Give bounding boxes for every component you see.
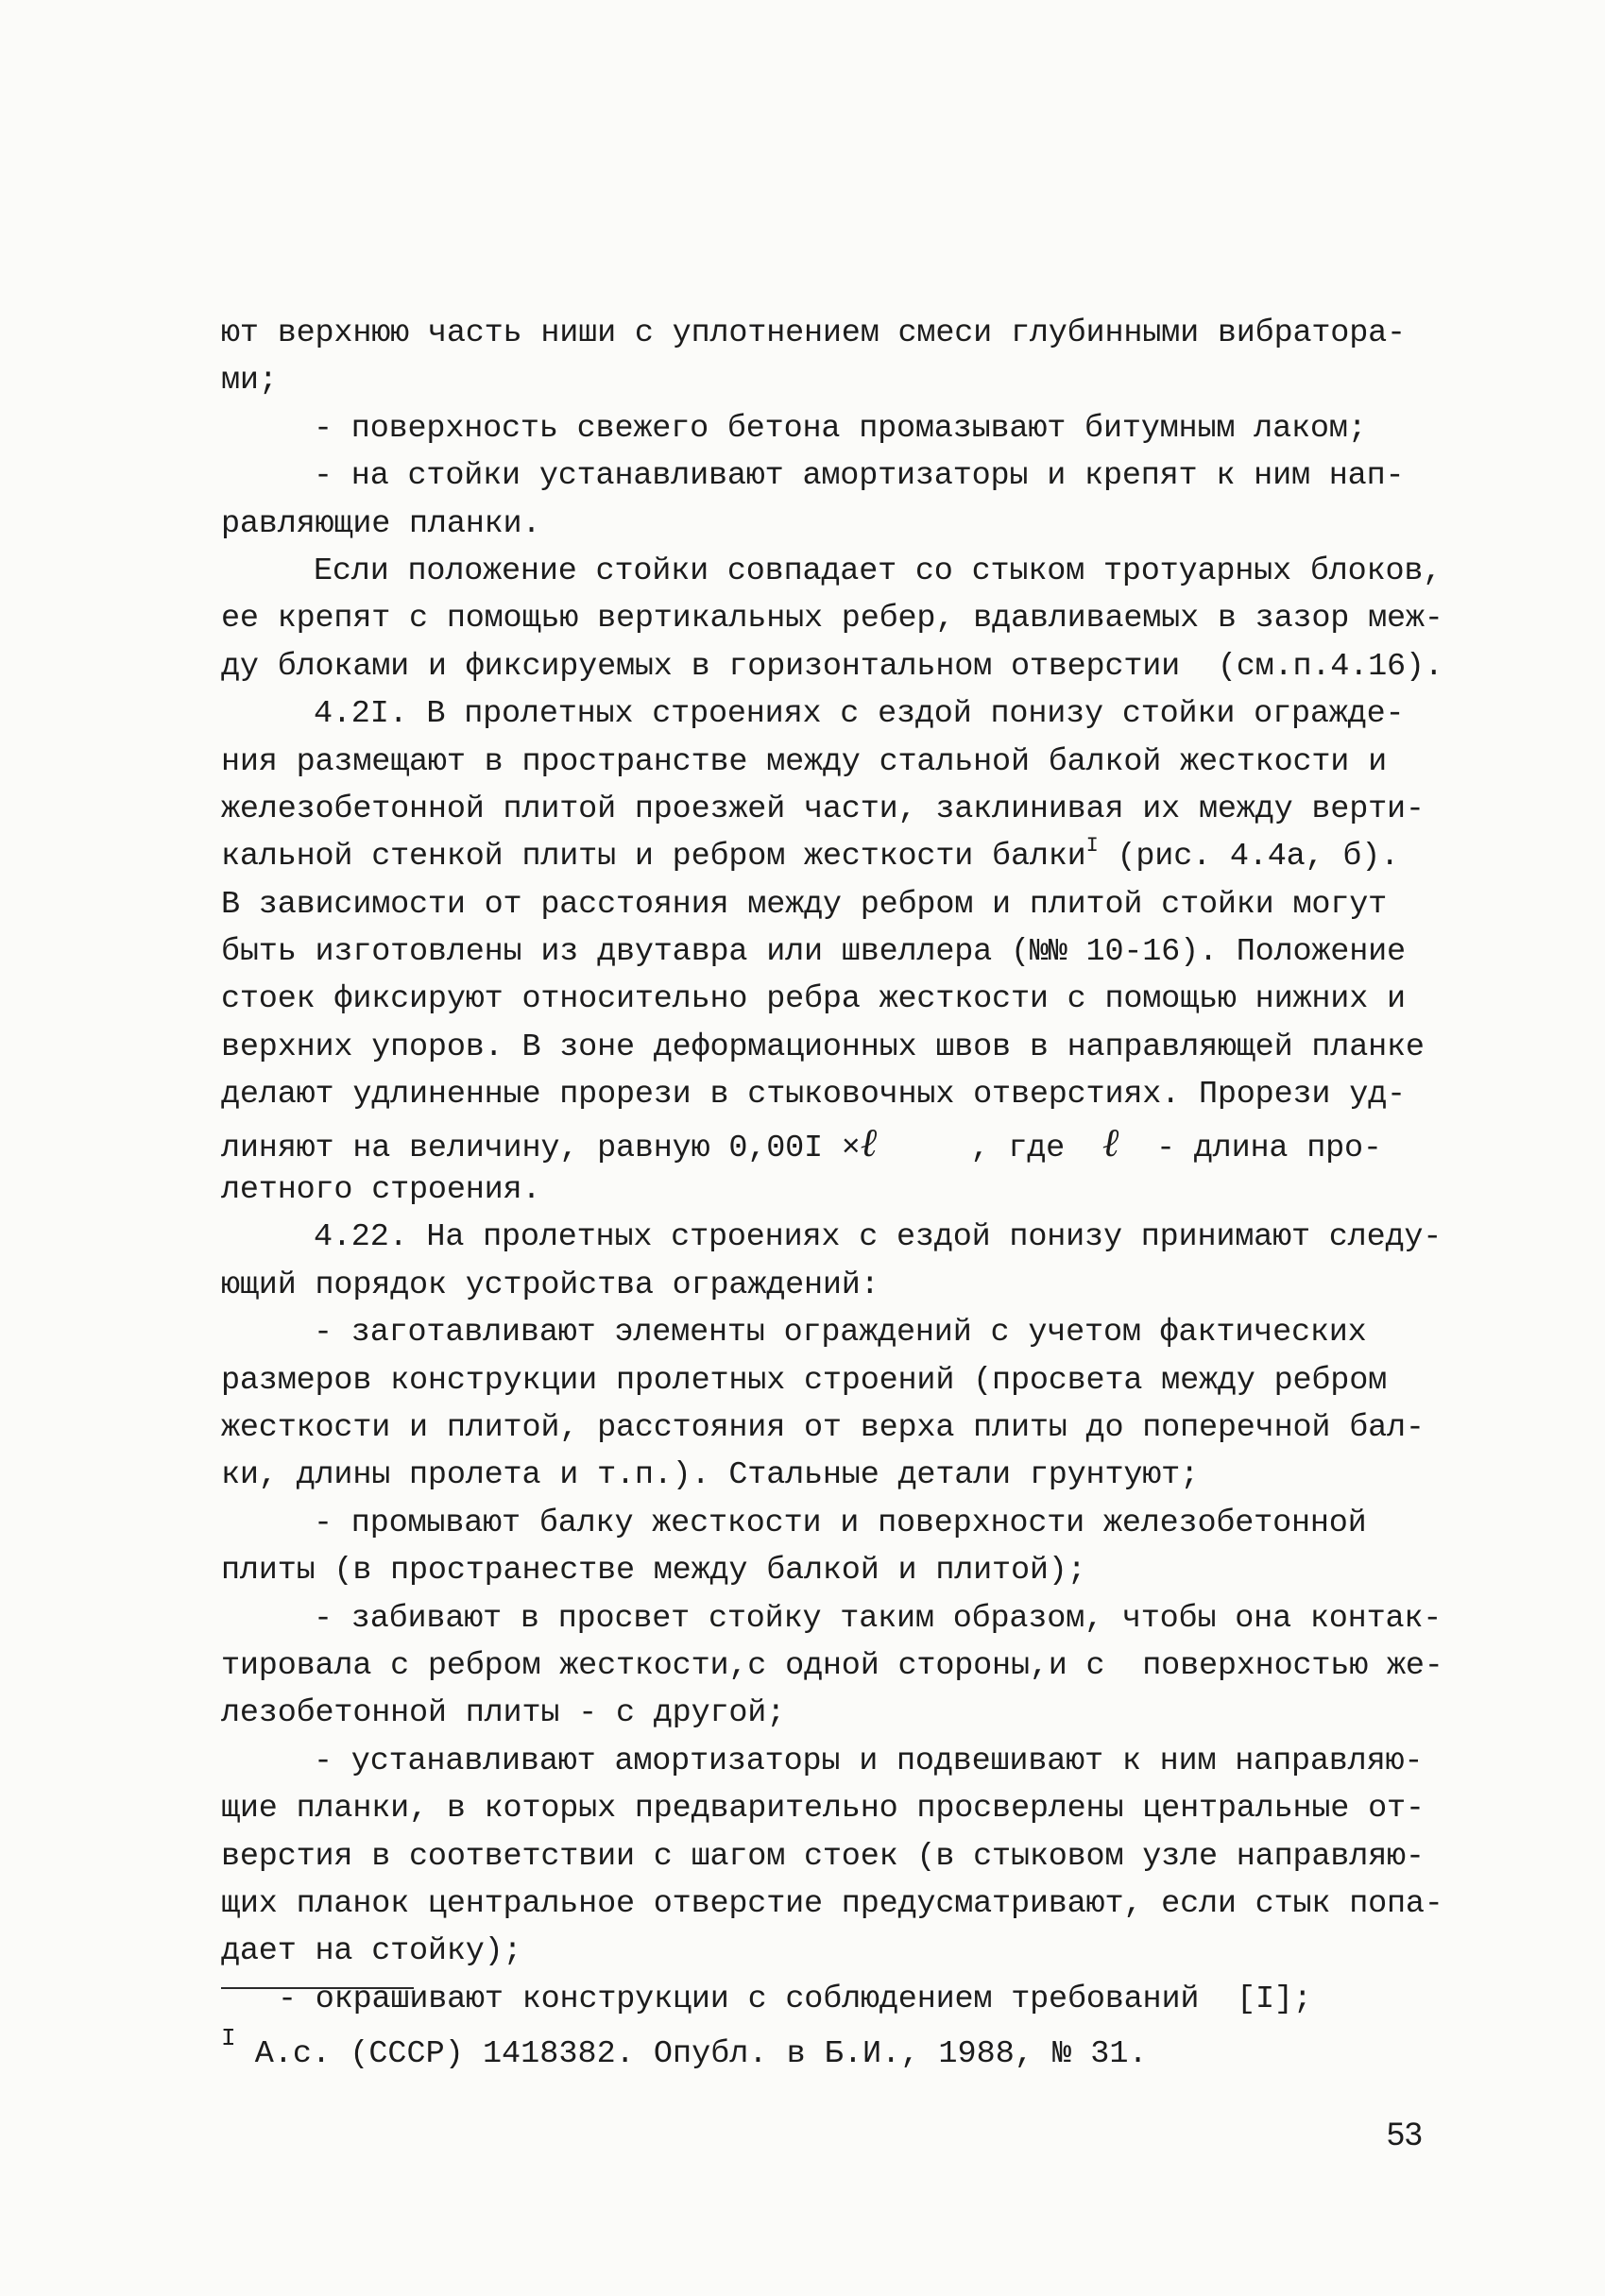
text-line: щие планки, в которых предварительно просверлены центральные от-: [221, 1791, 1425, 1828]
text-line: плиты (в пространестве между балкой и плитой);: [221, 1553, 1086, 1590]
text-line-with-footnote: [221, 833, 1468, 880]
list-item: - окрашивают конструкции с соблюдением требований [I];: [278, 1981, 1312, 2017]
footnote-mark: I: [221, 2024, 236, 2052]
text-line: дает на стойку);: [221, 1933, 522, 1970]
footnote-divider: [221, 1987, 414, 1989]
text-line: щих планок центральное отверстие предусматривают, если стык попа-: [221, 1885, 1443, 1922]
text-line: ее крепят с помощью вертикальных ребер, вдавливаемых в зазор меж-: [221, 601, 1443, 638]
list-item: - заготавливают элементы ограждений с учетом фактических: [314, 1315, 1367, 1352]
handwritten-variable-l: ℓ: [1101, 1118, 1119, 1165]
text-segment: , где: [877, 1130, 1102, 1166]
text-line: - поверхность свежего бетона промазывают битумным лаком;: [314, 410, 1367, 447]
footnote-reference: I: [1085, 834, 1099, 859]
text-line: лезобетонной плиты - с другой;: [221, 1695, 786, 1732]
text-line: В зависимости от расстояния между ребром и плитой стойки могут: [221, 886, 1388, 923]
text-segment: линяют на величину, равную 0,00I ×: [221, 1130, 861, 1166]
text-line: ния размещают в пространстве между стальной балкой жесткости и: [221, 743, 1388, 780]
section-heading-4-22: 4.22. На пролетных строениях с ездой понизу принимают следу-: [314, 1219, 1443, 1256]
list-item: - забивают в просвет стойку таким образом, чтобы она контак-: [314, 1600, 1443, 1637]
text-line: стоек фиксируют относительно ребра жесткости с помощью нижних и: [221, 981, 1406, 1018]
footnote: [221, 2024, 1148, 2078]
footnote-text: А.с. (СССР) 1418382. Опубл. в Б.И., 1988, № 31.: [235, 2036, 1148, 2072]
text-line: ду блоками и фиксируемых в горизонтальном отверстии (см.п.4.16).: [221, 648, 1443, 685]
text-line: делают удлиненные прорези в стыковочных отверстиях. Прорези уд-: [221, 1077, 1406, 1114]
text-line: равляющие планки.: [221, 505, 541, 542]
text-line: жесткости и плитой, расстояния от верха плиты до поперечной бал-: [221, 1409, 1425, 1446]
text-line: ют верхнюю часть ниши с уплотнением смеси глубинными вибратора-: [221, 315, 1406, 351]
text-line: верстия в соответствии с шагом стоек (в стыковом узле направляю-: [221, 1838, 1425, 1875]
text-line: железобетонной плитой проезжей части, заклинивая их между верти-: [221, 791, 1425, 827]
page-number: 53: [1387, 2117, 1423, 2152]
text-line: размеров конструкции пролетных строений (просвета между ребром: [221, 1362, 1388, 1399]
text-line: Если положение стойки совпадает со стыком тротуарных блоков,: [314, 553, 1443, 589]
text-line: летного строения.: [221, 1172, 541, 1209]
text-line: - на стойки устанавливают амортизаторы и крепят к ним нап-: [314, 458, 1405, 495]
figure-reference: (рис. 4.4а, б).: [1098, 839, 1400, 876]
text-line: ющий порядок устройства ограждений:: [221, 1267, 879, 1303]
text-segment: кальной стенкой плиты и ребром жесткости балки: [221, 839, 1086, 876]
text-line: тировала с ребром жесткости,с одной стороны,и с поверхностью же-: [221, 1647, 1443, 1684]
text-line-with-formula: [221, 1119, 1468, 1166]
section-heading-4-21: 4.2I. В пролетных строениях с ездой понизу стойки огражде-: [314, 696, 1405, 733]
text-line: ми;: [221, 363, 278, 400]
text-segment: - длина про-: [1118, 1130, 1382, 1166]
handwritten-variable-l: ℓ: [860, 1118, 878, 1165]
text-line: быть изготовлены из двутавра или швеллера (№№ 10-16). Положение: [221, 934, 1406, 971]
list-item: - промывают балку жесткости и поверхности железобетонной: [314, 1505, 1367, 1541]
document-body: [221, 310, 1468, 2023]
list-item: - устанавливают амортизаторы и подвешивают к ним направляю-: [314, 1743, 1424, 1779]
text-line: верхних упоров. В зоне деформационных швов в направляющей планке: [221, 1029, 1425, 1065]
text-line: ки, длины пролета и т.п.). Стальные детали грунтуют;: [221, 1457, 1199, 1494]
